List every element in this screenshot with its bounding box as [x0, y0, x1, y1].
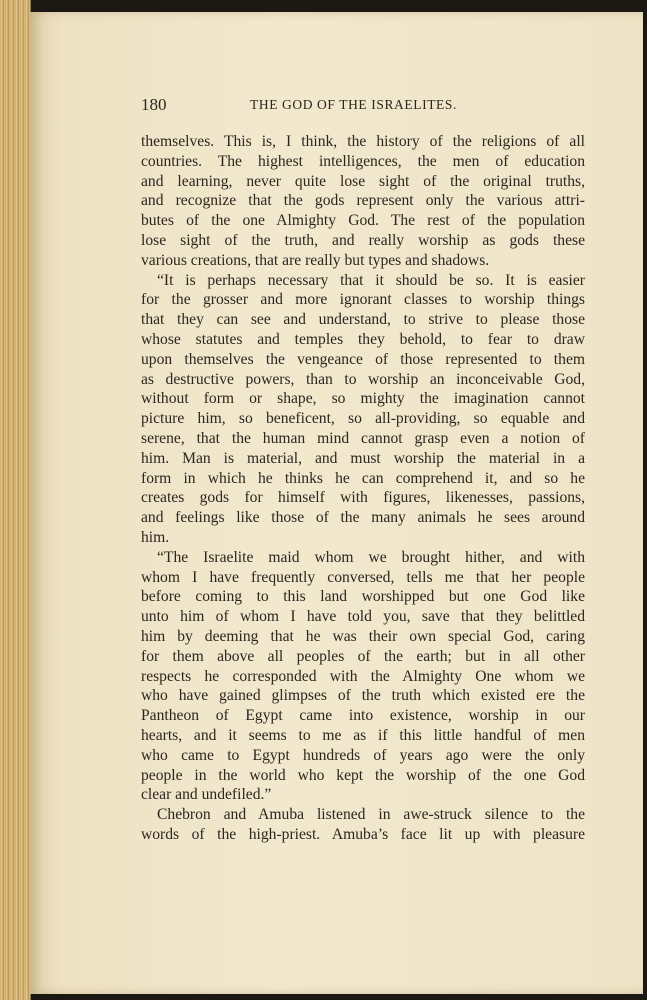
page-edges: [0, 0, 31, 1000]
text-line: butes of the one Almighty God. The rest of the population: [141, 212, 585, 230]
text-line: respects he corresponded with the Almighty One whom we: [141, 667, 585, 685]
text-line: him by deeming that he was their own special God, caring: [141, 627, 585, 645]
text-line: countries. The highest intelligences, the men of education: [141, 152, 585, 170]
text-line: creates gods for himself with figures, likenesses, passions,: [141, 489, 585, 507]
text-line: and feelings like those of the many animals he sees around: [141, 509, 585, 527]
text-line: and recognize that the gods represent only the various attri-: [141, 192, 585, 210]
text-line: without form or shape, so mighty the imagination cannot: [141, 390, 585, 408]
text-line: “The Israelite maid whom we brought hither, and with: [157, 548, 585, 566]
body-text: [141, 132, 585, 845]
text-line: “It is perhaps necessary that it should be so. It is easier: [157, 271, 585, 289]
text-line: hearts, and it seems to me as if this little handful of men: [141, 726, 585, 744]
text-line: Chebron and Amuba listened in awe-struck silence to the: [157, 806, 585, 824]
text-line: who came to Egypt hundreds of years ago were the only: [141, 746, 585, 764]
text-line: him.: [141, 528, 170, 546]
text-line: for the grosser and more ignorant classes to worship things: [141, 291, 585, 309]
text-line: and learning, never quite lose sight of the original truths,: [141, 172, 585, 190]
running-title: THE GOD OF THE ISRAELITES.: [250, 97, 457, 112]
text-line: various creations, that are really but types and shadows.: [141, 251, 490, 269]
text-line: unto him of whom I have told you, save that they belittled: [141, 608, 585, 626]
text-line: form in which he thinks he can comprehend it, and so he: [141, 469, 585, 487]
page-header: [141, 95, 585, 119]
text-line: lose sight of the truth, and really worship as gods these: [141, 231, 585, 249]
text-line: as destructive powers, than to worship an inconceivable God,: [141, 370, 585, 388]
text-line: clear and undefiled.”: [141, 786, 272, 804]
page-number: 180: [141, 95, 167, 114]
text-line: picture him, so beneficent, so all-providing, so equable and: [141, 410, 585, 428]
text-line: who have gained glimpses of the truth which existed ere the: [141, 687, 585, 705]
text-line: for them above all peoples of the earth; but in all other: [141, 647, 585, 665]
text-line: Pantheon of Egypt came into existence, worship in our: [141, 707, 585, 725]
text-line: him. Man is material, and must worship the material in a: [141, 449, 585, 467]
text-line: themselves. This is, I think, the history of the religions of all: [141, 133, 585, 150]
text-line: upon themselves the vengeance of those represented to them: [141, 350, 585, 368]
text-line: whose statutes and temples they behold, to fear to draw: [141, 330, 585, 348]
text-line: serene, that the human mind cannot grasp even a notion of: [141, 429, 585, 447]
text-line: words of the high-priest. Amuba’s face lit up with pleasure: [141, 825, 585, 843]
text-line: that they can see and understand, to strive to please those: [141, 311, 585, 329]
text-line: before coming to this land worshipped but one God like: [141, 588, 585, 606]
text-line: people in the world who kept the worship of the one God: [141, 766, 585, 784]
text-line: whom I have frequently conversed, tells me that her people: [141, 568, 585, 586]
